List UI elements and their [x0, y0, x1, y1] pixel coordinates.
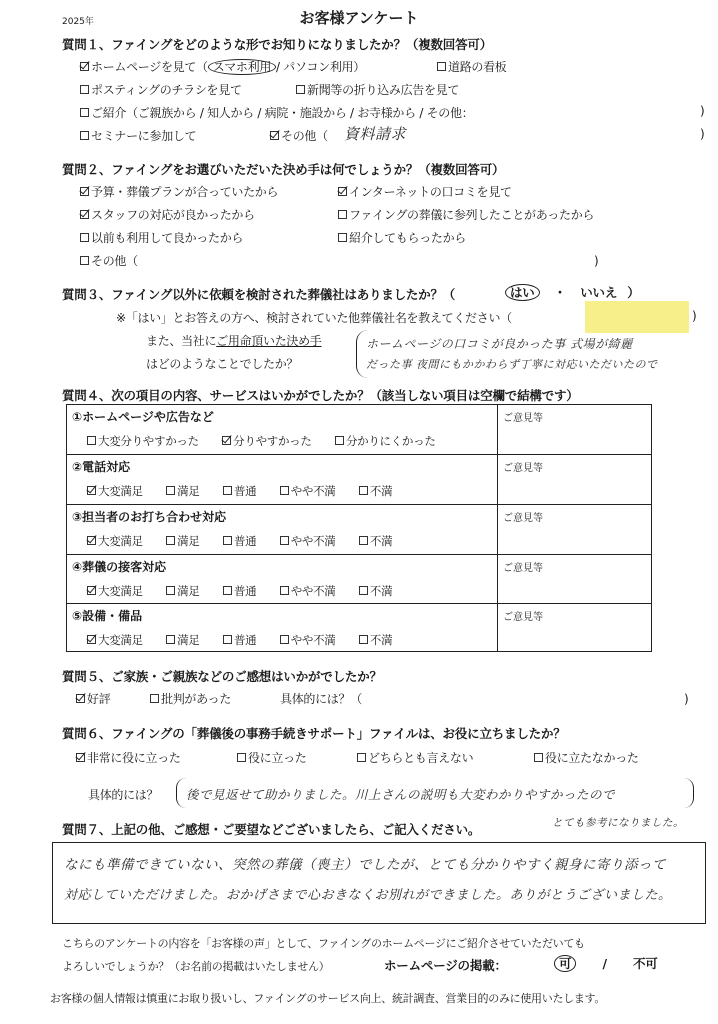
- table-row: [67, 455, 651, 505]
- row-title-facilities: ⑤設備・備品: [72, 609, 143, 623]
- checkbox-icon[interactable]: [166, 586, 175, 595]
- option-dissatisfied[interactable]: 不満: [359, 632, 392, 648]
- q1-question: 質問１、ファイングをどのような形でお知りになりましたか？（複数回答可）: [62, 37, 493, 52]
- comment-label: ご意見等: [503, 413, 543, 424]
- checkbox-icon[interactable]: [359, 536, 368, 545]
- q6-specific-label: 具体的には？: [88, 788, 159, 802]
- q3-answer-line2: だった事 夜間にもかかわらず丁寧に対応いただいたので: [366, 358, 658, 371]
- q1-option-homepage[interactable]: ホームページを見て（ スマホ利用 / パソコン利用）: [80, 58, 365, 75]
- q6-option-very-useful[interactable]: 非常に役に立った: [76, 749, 181, 766]
- q2-option-before[interactable]: 以前も利用して良かったから: [80, 229, 243, 246]
- q2-other-close: ): [594, 254, 599, 268]
- q5-option-criticism[interactable]: 批判があった: [150, 690, 231, 707]
- option-very-satisfied[interactable]: 大変満足: [87, 632, 143, 648]
- option-satisfied[interactable]: 満足: [166, 583, 199, 599]
- option-satisfied[interactable]: 満足: [166, 483, 199, 499]
- q1-option-billboard[interactable]: 道路の看板: [437, 58, 507, 75]
- q1-option-seminar[interactable]: セミナーに参加して: [80, 127, 196, 144]
- comment-label: ご意見等: [503, 612, 543, 623]
- row-title-phone: ②電話対応: [72, 460, 131, 474]
- q1-option-newspaper[interactable]: 新聞等の折り込み広告を見て: [296, 81, 459, 98]
- checkbox-checked-icon[interactable]: [80, 62, 89, 71]
- q2-option-staff[interactable]: スタッフの対応が良かったから: [80, 206, 255, 223]
- q3-close: ）: [627, 285, 640, 300]
- checkbox-icon[interactable]: [335, 436, 344, 445]
- publish-label: ホームページの掲載：: [384, 958, 507, 973]
- checkbox-icon[interactable]: [359, 586, 368, 595]
- checkbox-icon[interactable]: [534, 753, 543, 762]
- option-very-satisfied[interactable]: 大変満足: [87, 533, 143, 549]
- comment-label: ご意見等: [503, 563, 543, 574]
- q3-yes-circled[interactable]: はい: [505, 284, 540, 301]
- q5-specific-label: 具体的には？（: [280, 692, 362, 706]
- q6-option-not-useful[interactable]: 役に立たなかった: [534, 749, 639, 766]
- checkbox-icon[interactable]: [80, 108, 89, 117]
- checkbox-checked-icon[interactable]: [87, 536, 96, 545]
- option-clear[interactable]: 分りやすかった: [222, 433, 311, 449]
- checkbox-icon[interactable]: [359, 486, 368, 495]
- row-options: [87, 583, 412, 599]
- q6-option-useful[interactable]: 役に立った: [237, 749, 307, 766]
- redacted-highlight: [585, 301, 689, 333]
- option-very-satisfied[interactable]: 大変満足: [87, 583, 143, 599]
- q7-question: 質問７、上記の他、ご感想・ご要望などございましたら、ご記入ください。: [62, 822, 481, 837]
- row-title-staff-meeting: ③担当者のお打ち合わせ対応: [72, 510, 227, 524]
- q4-question: 質問４、次の項目の内容、サービスはいかがでしたか？（該当しない項目は空欄で結構です）: [62, 388, 579, 403]
- option-somewhat-dissatisfied[interactable]: やや不満: [280, 483, 336, 499]
- q2-option-introduced[interactable]: 紹介してもらったから: [338, 229, 466, 246]
- row-options: [87, 632, 412, 648]
- table-row: [67, 405, 651, 455]
- option-very-clear[interactable]: 大変分りやすかった: [87, 433, 199, 449]
- checkbox-icon[interactable]: [338, 210, 347, 219]
- table-row: [67, 505, 651, 555]
- q5-question: 質問５、ご家族・ご親族などのご感想はいかがでしたか？: [62, 669, 382, 684]
- q1-option-posting[interactable]: ポスティングのチラシを見て: [80, 81, 242, 98]
- checkbox-icon[interactable]: [296, 85, 305, 94]
- checkbox-icon[interactable]: [437, 62, 446, 71]
- checkbox-icon[interactable]: [357, 753, 366, 762]
- checkbox-icon[interactable]: [150, 694, 159, 703]
- row-title-homepage: ①ホームページや広告など: [72, 410, 214, 424]
- checkbox-icon[interactable]: [223, 536, 232, 545]
- q1-other-close: ): [700, 127, 705, 141]
- q3-separator: ・: [553, 285, 567, 300]
- option-satisfied[interactable]: 満足: [166, 533, 199, 549]
- checkbox-icon[interactable]: [280, 635, 289, 644]
- checkbox-icon[interactable]: [237, 753, 246, 762]
- q6-question: 質問６、ファイングの「葬儀後の事務手続きサポート」ファイルは、お役に立ちましたか？: [62, 726, 566, 741]
- option-somewhat-dissatisfied[interactable]: やや不満: [280, 632, 336, 648]
- checkbox-icon[interactable]: [80, 233, 89, 242]
- q7-answer-line2: 対応していただけました。おかげさまで心おきなくお別れができました。ありがとうございました。: [64, 888, 672, 903]
- checkbox-icon[interactable]: [166, 635, 175, 644]
- q2-option-attended[interactable]: ファイングの葬儀に参列したことがあったから: [338, 206, 594, 223]
- row-options: [87, 533, 412, 549]
- checkbox-icon[interactable]: [80, 85, 89, 94]
- q2-option-budget[interactable]: 予算・葬儀プランが合っていたから: [80, 183, 278, 200]
- checkbox-checked-icon[interactable]: [270, 131, 279, 140]
- option-normal[interactable]: 普通: [223, 632, 256, 648]
- survey-year: 2025年: [62, 17, 94, 27]
- checkbox-checked-icon[interactable]: [338, 187, 347, 196]
- consent-text-line2: よろしいでしょうか？（お名前の掲載はいたしません）: [62, 960, 330, 973]
- q6-answer: 後で見返せて助かりました。川上さんの説明も大変わかりやすかったので: [186, 787, 616, 802]
- consent-text-line1: こちらのアンケートの内容を「お客様の声」として、ファイングのホームページにご紹介させていただいても: [62, 937, 585, 950]
- q1-option-other[interactable]: その他（: [270, 127, 328, 144]
- checkbox-icon[interactable]: [166, 486, 175, 495]
- q3-sub-question: ※「はい」とお答えの方へ、検討されていた他葬儀社名を教えてください（: [116, 311, 512, 325]
- table-row: [67, 555, 651, 604]
- checkbox-icon[interactable]: [280, 486, 289, 495]
- checkbox-icon[interactable]: [223, 586, 232, 595]
- q2-option-other[interactable]: その他（: [80, 252, 138, 269]
- option-dissatisfied[interactable]: 不満: [359, 583, 392, 599]
- checkbox-icon[interactable]: [280, 536, 289, 545]
- checkbox-icon[interactable]: [338, 233, 347, 242]
- publish-options: [554, 954, 658, 972]
- option-normal[interactable]: 普通: [223, 533, 256, 549]
- q3-sub-close: ): [692, 309, 697, 323]
- checkbox-icon[interactable]: [87, 436, 96, 445]
- checkbox-checked-icon[interactable]: [80, 210, 89, 219]
- option-dissatisfied[interactable]: 不満: [359, 533, 392, 549]
- checkbox-checked-icon[interactable]: [80, 187, 89, 196]
- smartphone-circled: スマホ利用: [208, 59, 276, 75]
- checkbox-icon[interactable]: [223, 486, 232, 495]
- option-normal[interactable]: 普通: [223, 483, 256, 499]
- q2-question: 質問２、ファイングをお選びいただいた決め手は何でしょうか？（複数回答可）: [62, 162, 505, 177]
- q3-no[interactable]: いいえ: [580, 285, 618, 300]
- checkbox-checked-icon[interactable]: [87, 486, 96, 495]
- checkbox-icon[interactable]: [359, 635, 368, 644]
- option-dissatisfied[interactable]: 不満: [359, 483, 392, 499]
- option-somewhat-dissatisfied[interactable]: やや不満: [280, 533, 336, 549]
- option-normal[interactable]: 普通: [223, 583, 256, 599]
- checkbox-checked-icon[interactable]: [87, 635, 96, 644]
- q6-option-neither[interactable]: どちらとも言えない: [357, 749, 473, 766]
- publish-no[interactable]: 不可: [633, 956, 658, 971]
- comment-label: ご意見等: [503, 463, 543, 474]
- q3-reason-question: また、当社にご用命頂いた決め手: [146, 334, 322, 348]
- table-row: [67, 604, 651, 650]
- option-somewhat-dissatisfied[interactable]: やや不満: [280, 583, 336, 599]
- checkbox-checked-icon[interactable]: [87, 586, 96, 595]
- privacy-notice: お客様の個人情報は慎重にお取り扱いし、ファイングのサービス向上、統計調査、営業目的のみに使用いたします。: [50, 992, 606, 1005]
- q3-answer-line1: ホームページの口コミが良かった事 式場が綺麗: [366, 337, 633, 351]
- option-satisfied[interactable]: 満足: [166, 632, 199, 648]
- q3-question: 質問３、ファイング以外に依頼を検討された葬儀社はありましたか？（: [62, 287, 456, 302]
- q3-answer-group: [505, 283, 640, 301]
- checkbox-icon[interactable]: [166, 536, 175, 545]
- checkbox-icon[interactable]: [280, 586, 289, 595]
- q1-option-referral[interactable]: ご紹介（ご親族から / 知人から / 病院・施設から / お寺様から / その他：: [80, 104, 473, 121]
- comment-label: ご意見等: [503, 513, 543, 524]
- q1-referral-close: ): [700, 104, 705, 118]
- checkbox-checked-icon[interactable]: [76, 753, 85, 762]
- q1-other-answer: 資料請求: [344, 125, 407, 143]
- row-title-funeral-service: ④葬儀の接客対応: [72, 560, 167, 574]
- publish-slash: /: [602, 956, 607, 971]
- checkbox-icon[interactable]: [80, 256, 89, 265]
- q3-reason-question-2: はどのようなことでしたか？: [146, 357, 299, 371]
- row-options: [87, 433, 456, 449]
- q7-answer-line1: なにも準備できていない、突然の葬儀（喪主）でしたが、とても分かりやすく親身に寄り添って: [64, 857, 666, 873]
- checkbox-icon[interactable]: [223, 635, 232, 644]
- option-very-satisfied[interactable]: 大変満足: [87, 483, 143, 499]
- option-unclear[interactable]: 分かりにくかった: [335, 433, 436, 449]
- checkbox-checked-icon[interactable]: [76, 694, 85, 703]
- q6-answer-tail: とても参考になりました。: [552, 817, 684, 829]
- checkbox-checked-icon[interactable]: [222, 436, 231, 445]
- checkbox-icon[interactable]: [80, 131, 89, 140]
- row-options: [87, 483, 412, 499]
- q4-rating-table: [66, 404, 652, 652]
- q5-specific-close: ): [684, 692, 689, 706]
- page-title: お客様アンケート: [299, 9, 419, 27]
- publish-yes-circled[interactable]: 可: [554, 955, 576, 972]
- q5-option-good[interactable]: 好評: [76, 690, 110, 707]
- q2-option-internet[interactable]: インターネットの口コミを見て: [338, 183, 512, 200]
